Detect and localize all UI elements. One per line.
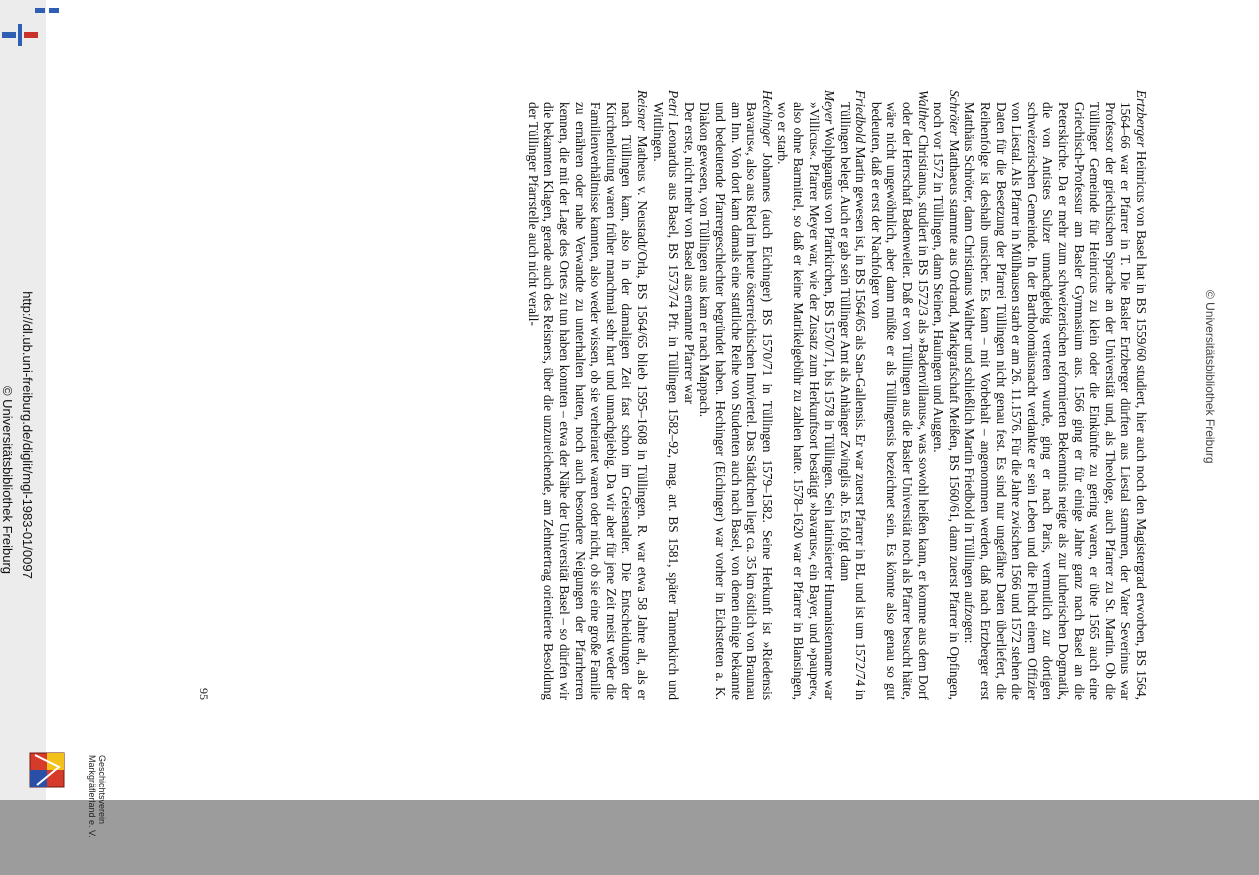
entry-meyer: Meyer Wolphgangus von Pfarrkirchen, BS 1570/71, bis 1578 in Tüllingen. Sein latinisierter Humanistenname war »Villicus«. Pfarrer Meyer war, wie der Zusatz zum Herkunftsort bestätigt »bavarus«, ein Bayer, und »pauper«, also ohne Barmittel, so daß er keine Matrikelgebühr zu zahlen hatte. 1578–1620 war er Pfarrer in Blansingen, wo er starb. — [775, 90, 838, 700]
entry-friedbold: Friedbold Martin gewesen ist, in BS 1564/65 als San-Gallensis. Er war zuerst Pfarrer in BL und ist um 1572/74 in Tüllingen belegt. Auch er gab sein Tüllinger Amt als Anhänger Zwinglis ab. Es folgt dann — [837, 90, 869, 700]
society-emblem-icon — [29, 752, 65, 788]
page-text — [525, 90, 1149, 700]
entry-reisner: Reisner Matheus v. Neustadt/Orla, BS 1564/65 blieb 1595–1608 in Tüllingen. R. war etwa 58 Jahre alt, als er nach Tüllingen kam, also in der damaligen Zeit fast schon im Greisenalter. Die Entscheidungen der Kirchenleitung waren früher manchmal sehr hart und unnachgiebig. Da wir aber für jene Zeit meist weder die Familienverhältnisse kannten, also weder wissen, ob sie verheiratet waren oder nicht, ob sie eine große Familie zu ernähren oder nahe Verwandte zu unterhalten hatten, noch auch besondere Neigungen der Pfarrherren kennen, die mit der Lage des Ortes zu tun haben konnten – etwa der Nähe der Universität Basel – so dürfen wir die bekannten Klagen, gerade auch des Reisners, über die unzureichende, am Zehntertrag orientierte Besoldung der Tüllinger Pfarrstelle auch nicht verall- — [525, 90, 650, 700]
library-mark-icon — [29, 6, 59, 20]
page-number: 95 — [197, 688, 211, 700]
entry-petri: Petri Leonardus aus Basel, BS 1573/74 Pfr. in Tüllingen 1582–92, mag. art. BS 1581, später Tannenkirch und Wittlingen. — [650, 90, 682, 700]
society-label: Geschichtsverein Markgräflerland e. V. — [87, 755, 107, 838]
document-url[interactable]: http://dl.ub.uni-freiburg.de/diglit/mgl-1983-01/0097 — [20, 291, 35, 579]
top-watermark: © Universitätsbibliothek Freiburg — [1203, 290, 1217, 464]
viewer-logo-icon — [2, 16, 42, 56]
entry-schroeter: Schröter Matthaeus stammte aus Ordrand, Markgrafschaft Meißen, BS 1560/61, dann zuerst Pfarrer in Opfingen, noch vor 1572 in Tüllingen, dann Steinen, Hauingen und Auggen. — [931, 90, 962, 700]
paragraph-transition: Der erste, nicht mehr von Basel aus ernannte Pfarrer war — [681, 102, 697, 405]
entry-walther: Walther Christianus, studiert in BS 1572/3 als »Badenvillanus«, was sowohl heißen kann, er komme aus dem Dorf oder der Herrschaft Badenweiler. Daß er von Tüllingen aus die Basler Universität noch als Pfarrer besucht hätte, wäre nicht ungewöhnlich, aber dann müßte er als Tüllingensis bezeichnet sein. Es könnte also genau so gut bedeuten, daß er erst der Nachfolger von — [868, 90, 931, 700]
footer-copyright: © Universitätsbibliothek Freiburg — [0, 385, 15, 575]
entry-hechinger: Hechinger Johannes (auch Eichinger) BS 1570/71 in Tüllingen 1579–1582. Seine Herkunft ist »Riedensis Bavarus«, also aus Ried im heute österreichischen Innviertel. Das Städtchen liegt ca. 35 km östlich von Braunau am Inn. Von dort kam damals eine stattliche Reihe von Studenten auch nach Basel, von denen einige bekannte und bedeutende Pfarrergeschlechter begründet haben. Hechinger (Eichinger) war vorher in Eichstetten a. K. Diakon gewesen, von Tüllingen aus kam er nach Mappach. — [697, 90, 775, 700]
entry-ertzberger: Ertzberger Heinricus von Basel hat in BS 1559/60 studiert, hier auch noch den Magistergrad erworben, BS 1564, 1564–66 war er Pfarrer in T. Die Basler Ertzberger dürften aus Liestal stammen, der Vater Severinus war Professor der griechischen Sprache an der Universität und, als Theologe, auch Pfarrer zu St. Martin. Ob die Tüllinger Gemeinde für Heinricus zu klein oder die Einkünfte zu gering waren, er übte 1565 auch eine Griechisch-Professur am Basler Gymnasium aus. 1566 ging er für einige Jahre ganz nach Basel an die Peterskirche. Da er mehr zum schweizerischen reformierten Bekenntnis neigte als zur lutherischen Dogmatik, die von Antistes Sulzer unnachgiebig vertreten wurde, ging er nach Paris, vermutlich zur dortigen schweizerischen Gemeinde. In der Bartholomäusnacht verdankte er sein Leben und die Flucht einem Offizier von Liestal. Als Pfarrer in Mülhausen starb er am 26. 11.1576. Für die Jahre zwischen 1566 und 1572 stehen die Daten für die Besetzung der Pfarrei Tüllingen nicht genau fest. Es sind nur ungefähre Daten überliefert, die Reihenfolge ist deshalb unsicher. Es kann – mit Vorbehalt – angenommen werden, daß nach Ertzberger erst Matthäus Schröter, dann Christianus Walther und schließlich Martin Friedbold in Tüllingen aufzogen: — [962, 90, 1149, 700]
